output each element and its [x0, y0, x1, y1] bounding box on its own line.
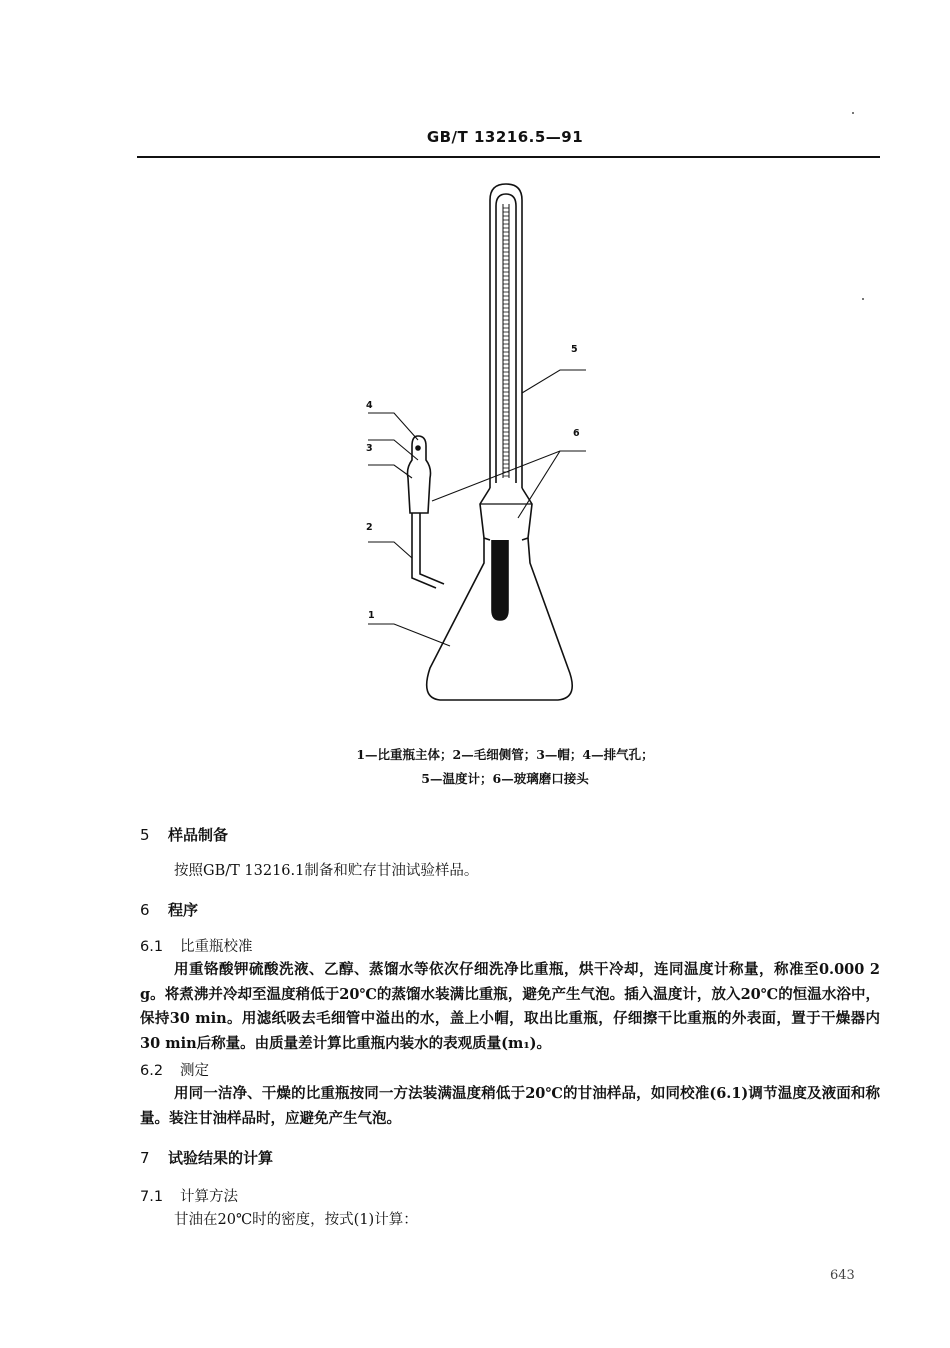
section-6-2-text: 用同一洁净、干燥的比重瓶按同一方法装满温度稍低于20℃的甘油样品，如同校准(6.1)调节温度及液面和称量。装注甘油样品时，应避免产生气泡。 [140, 1085, 880, 1127]
leader-4 [368, 413, 418, 440]
page-header: GB/T 13216.5—91 [426, 128, 584, 146]
header-rule [137, 156, 880, 158]
scan-speck [862, 298, 864, 300]
label-4: 4 [366, 400, 373, 411]
page-number: 643 [830, 1268, 855, 1283]
leader-lines [368, 370, 586, 646]
figure-caption-line2: 5—温度计；6—玻璃磨口接头 [421, 771, 589, 786]
section-6-2-heading: 6.2 测定 [140, 1063, 209, 1079]
figure-caption-line1: 1—比重瓶主体；2—毛细侧管；3—帽；4—排气孔； [356, 747, 654, 762]
label-5: 5 [571, 344, 578, 355]
section-5-heading: 5 样品制备 [140, 826, 229, 844]
section-6-1-text: 用重铬酸钾硫酸洗液、乙醇、蒸馏水等依次仔细洗净比重瓶，烘干冷却，连同温度计称量，称准至0.000 2 g。将煮沸并冷却至温度稍低于20℃的蒸馏水装满比重瓶，避免产生气泡。插入温度计，放入20℃的恒温水浴中，保持30 min。用滤纸吸去毛细管中溢出的水，盖上小帽，取出比重瓶，仔细擦干比重瓶的外表面，置于干燥器内30 min后称量。由质量差计算比重瓶内装水的表观质量(m₁)。 [140, 961, 880, 1052]
section-7-1-text: 甘油在20℃时的密度，按式(1)计算： [174, 1212, 418, 1228]
section-7-1-heading: 7.1 计算方法 [140, 1189, 238, 1205]
label-6: 6 [573, 428, 580, 439]
thermometer-bulb [492, 540, 508, 620]
ground-glass-joint [480, 488, 532, 540]
label-1: 1 [368, 610, 375, 621]
vent-hole [416, 446, 420, 450]
section-6-heading: 6 程序 [140, 901, 199, 919]
pycnometer-diagram [340, 178, 620, 718]
label-3: 3 [366, 443, 373, 454]
thermometer-ticks [503, 208, 509, 476]
label-2: 2 [366, 522, 373, 533]
thermometer-scale [503, 204, 509, 478]
section-7-heading: 7 试验结果的计算 [140, 1149, 274, 1167]
section-5-text: 按照GB/T 13216.1制备和贮存甘油试验样品。 [174, 863, 479, 879]
section-6-1-heading: 6.1 比重瓶校准 [140, 939, 253, 955]
scan-speck [852, 112, 854, 114]
capillary-tube [412, 513, 444, 588]
